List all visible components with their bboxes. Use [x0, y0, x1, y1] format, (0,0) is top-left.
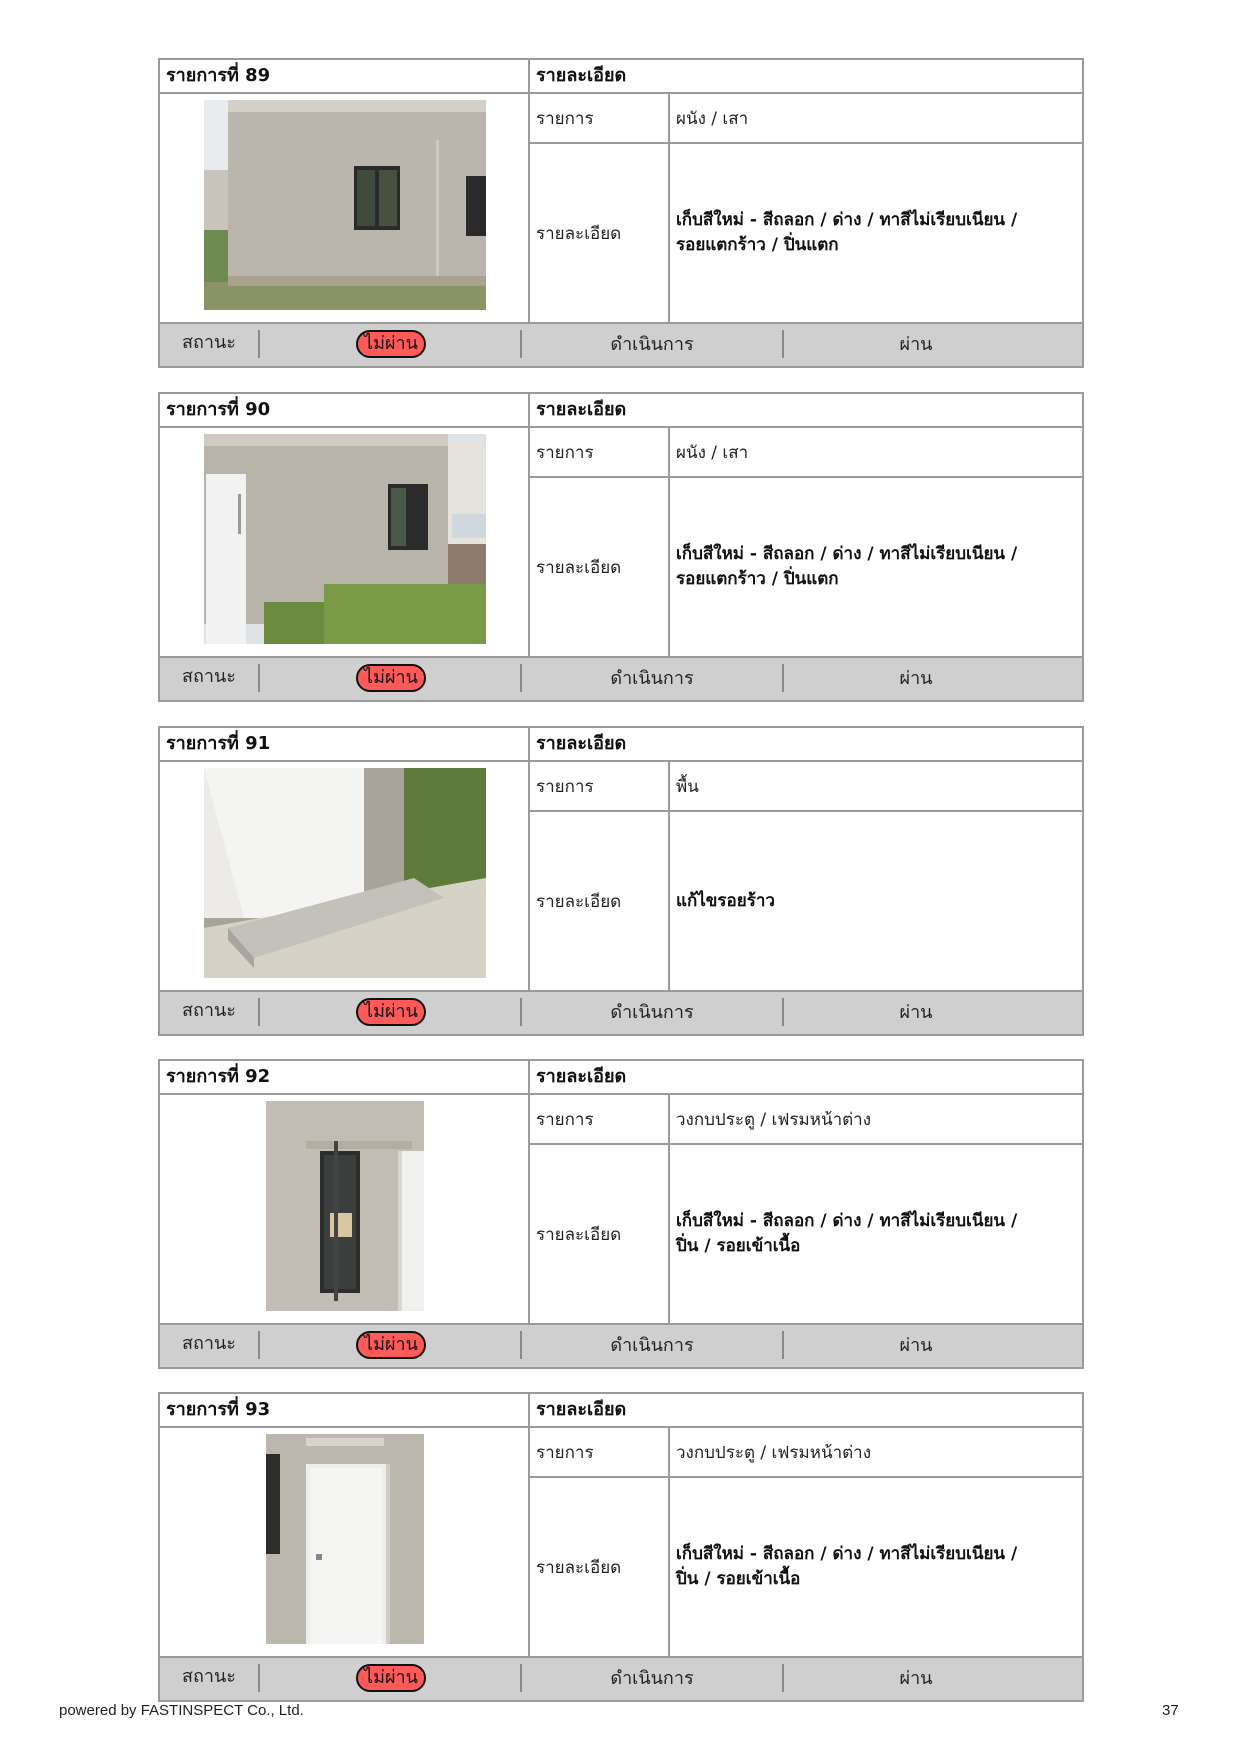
- item-label: รายการ: [530, 762, 670, 812]
- detail-value: เก็บสีใหม่ - สีถลอก / ด่าง / ทาสีไม่เรียบเนียน / ปิ่น / รอยเข้าเนื้อ: [676, 1544, 1018, 1589]
- status-label: สถานะ: [182, 332, 236, 353]
- item-photo[interactable]: [266, 1434, 424, 1644]
- details-header: รายละเอียด: [530, 60, 1082, 94]
- status-fail-badge[interactable]: ไม่ผ่าน: [356, 1664, 426, 1692]
- detail-label: รายละเอียด: [530, 144, 670, 322]
- details-header: รายละเอียด: [530, 1061, 1082, 1095]
- item-value: วงกบประตู / เฟรมหน้าต่าง: [670, 1428, 1082, 1478]
- item-label: รายการ: [530, 1428, 670, 1478]
- detail-value: เก็บสีใหม่ - สีถลอก / ด่าง / ทาสีไม่เรียบเนียน / รอยแตกร้าว / ปิ่นแตก: [676, 210, 1018, 255]
- status-pass[interactable]: ผ่าน: [899, 1668, 933, 1689]
- divider: [258, 998, 260, 1026]
- status-pass[interactable]: ผ่าน: [899, 668, 933, 689]
- details-header: รายละเอียด: [530, 1394, 1082, 1428]
- photo-cell: [160, 94, 530, 322]
- status-in-progress[interactable]: ดำเนินการ: [610, 334, 694, 355]
- inspection-item-92: [158, 1059, 1084, 1369]
- item-value: ผนัง / เสา: [670, 428, 1082, 478]
- item-label: รายการ: [530, 428, 670, 478]
- status-pass[interactable]: ผ่าน: [899, 334, 933, 355]
- item-photo[interactable]: [204, 768, 486, 978]
- status-pass[interactable]: ผ่าน: [899, 1002, 933, 1023]
- item-number: รายการที่ 90: [160, 394, 530, 428]
- item-number: รายการที่ 91: [160, 728, 530, 762]
- details-header: รายละเอียด: [530, 728, 1082, 762]
- status-bar: [160, 1323, 1082, 1367]
- status-fail-badge[interactable]: ไม่ผ่าน: [356, 1331, 426, 1359]
- photo-cell: [160, 1428, 530, 1656]
- divider: [258, 1331, 260, 1359]
- status-label: สถานะ: [182, 666, 236, 687]
- item-value: พื้น: [670, 762, 1082, 812]
- item-label: รายการ: [530, 1095, 670, 1145]
- status-bar: [160, 1656, 1082, 1700]
- inspection-item-91: [158, 726, 1084, 1036]
- status-in-progress[interactable]: ดำเนินการ: [610, 1668, 694, 1689]
- detail-value: แก้ไขรอยร้าว: [676, 890, 775, 911]
- detail-label: รายละเอียด: [530, 812, 670, 990]
- status-label: สถานะ: [182, 1000, 236, 1021]
- status-fail-badge[interactable]: ไม่ผ่าน: [356, 664, 426, 692]
- status-label: สถานะ: [182, 1666, 236, 1687]
- divider: [258, 1664, 260, 1692]
- status-in-progress[interactable]: ดำเนินการ: [610, 668, 694, 689]
- divider: [258, 664, 260, 692]
- page-number: 37: [1162, 1702, 1179, 1719]
- divider: [258, 330, 260, 358]
- item-photo[interactable]: [266, 1101, 424, 1311]
- item-number: รายการที่ 93: [160, 1394, 530, 1428]
- detail-label: รายละเอียด: [530, 1478, 670, 1656]
- powered-by-footer: powered by FASTINSPECT Co., Ltd.: [59, 1702, 304, 1719]
- status-bar: [160, 656, 1082, 700]
- status-fail-badge[interactable]: ไม่ผ่าน: [356, 330, 426, 358]
- status-fail-badge[interactable]: ไม่ผ่าน: [356, 998, 426, 1026]
- item-photo[interactable]: [204, 100, 486, 310]
- status-bar: [160, 322, 1082, 366]
- status-in-progress[interactable]: ดำเนินการ: [610, 1335, 694, 1356]
- photo-cell: [160, 428, 530, 656]
- detail-label: รายละเอียด: [530, 478, 670, 656]
- detail-value: เก็บสีใหม่ - สีถลอก / ด่าง / ทาสีไม่เรียบเนียน / ปิ่น / รอยเข้าเนื้อ: [676, 1211, 1018, 1256]
- detail-value: เก็บสีใหม่ - สีถลอก / ด่าง / ทาสีไม่เรียบเนียน / รอยแตกร้าว / ปิ่นแตก: [676, 544, 1018, 589]
- item-photo[interactable]: [204, 434, 486, 644]
- photo-cell: [160, 1095, 530, 1323]
- status-label: สถานะ: [182, 1333, 236, 1354]
- photo-cell: [160, 762, 530, 990]
- status-pass[interactable]: ผ่าน: [899, 1335, 933, 1356]
- item-number: รายการที่ 89: [160, 60, 530, 94]
- detail-label: รายละเอียด: [530, 1145, 670, 1323]
- inspection-item-90: [158, 392, 1084, 702]
- inspection-item-89: [158, 58, 1084, 368]
- inspection-item-93: [158, 1392, 1084, 1702]
- item-value: วงกบประตู / เฟรมหน้าต่าง: [670, 1095, 1082, 1145]
- details-header: รายละเอียด: [530, 394, 1082, 428]
- item-value: ผนัง / เสา: [670, 94, 1082, 144]
- item-label: รายการ: [530, 94, 670, 144]
- status-in-progress[interactable]: ดำเนินการ: [610, 1002, 694, 1023]
- item-number: รายการที่ 92: [160, 1061, 530, 1095]
- status-bar: [160, 990, 1082, 1034]
